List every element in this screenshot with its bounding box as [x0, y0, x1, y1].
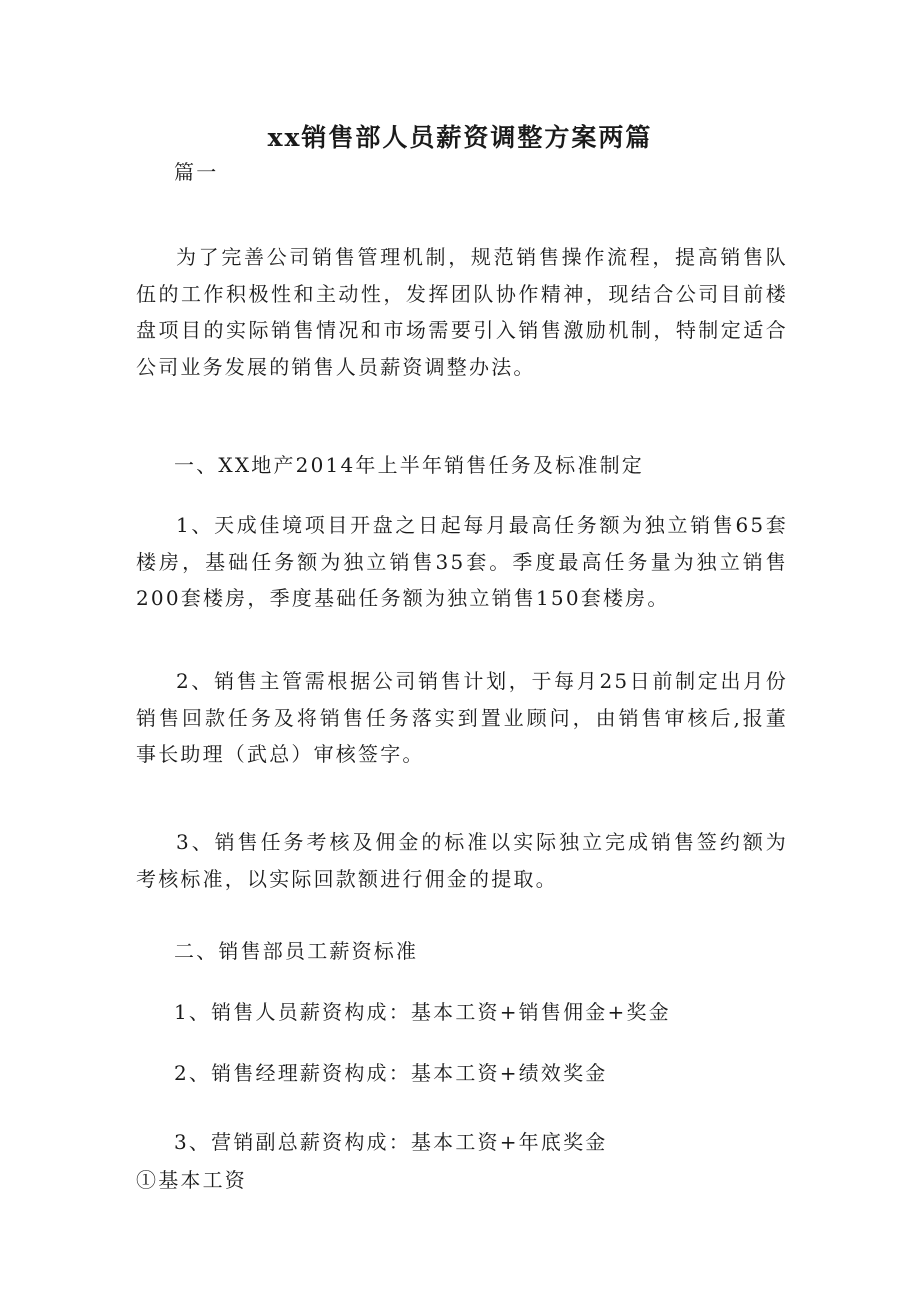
item-2-2: 2、销售经理薪资构成：基本工资+绩效奖金 — [174, 1061, 608, 1085]
item-2-3: 3、营销副总薪资构成：基本工资+年底奖金 — [174, 1130, 608, 1154]
sub-item-1: ①基本工资 — [136, 1168, 247, 1192]
intro-paragraph: 为了完善公司销售管理机制，规范销售操作流程，提高销售队伍的工作积极性和主动性，发挥团队协作精神，现结合公司目前楼盘项目的实际销售情况和市场需要引入销售激励机制，特制定适合公司业务发展的销售人员薪资调整办法。 — [136, 245, 788, 379]
item-1-2: 2、销售主管需根据公司销售计划，于每月25日前制定出月份销售回款任务及将销售任务落实到置业顾问，由销售审核后,报董事长助理（武总）审核签字。 — [136, 669, 788, 766]
section-label: 篇一 — [174, 160, 219, 184]
item-1-3: 3、销售任务考核及佣金的标准以实际独立完成销售签约额为考核标准，以实际回款额进行佣金的提取。 — [136, 830, 788, 891]
item-1-1: 1、天成佳境项目开盘之日起每月最高任务额为独立销售65套楼房，基础任务额为独立销售35套。季度最高任务量为独立销售200套楼房，季度基础任务额为独立销售150套楼房。 — [136, 513, 788, 610]
heading-2: 二、销售部员工薪资标准 — [174, 939, 419, 963]
heading-1: 一、XX地产2014年上半年销售任务及标准制定 — [174, 453, 644, 477]
item-2-1: 1、销售人员薪资构成：基本工资+销售佣金+奖金 — [174, 1000, 671, 1024]
document-title: xx销售部人员薪资调整方案两篇 — [267, 123, 653, 152]
